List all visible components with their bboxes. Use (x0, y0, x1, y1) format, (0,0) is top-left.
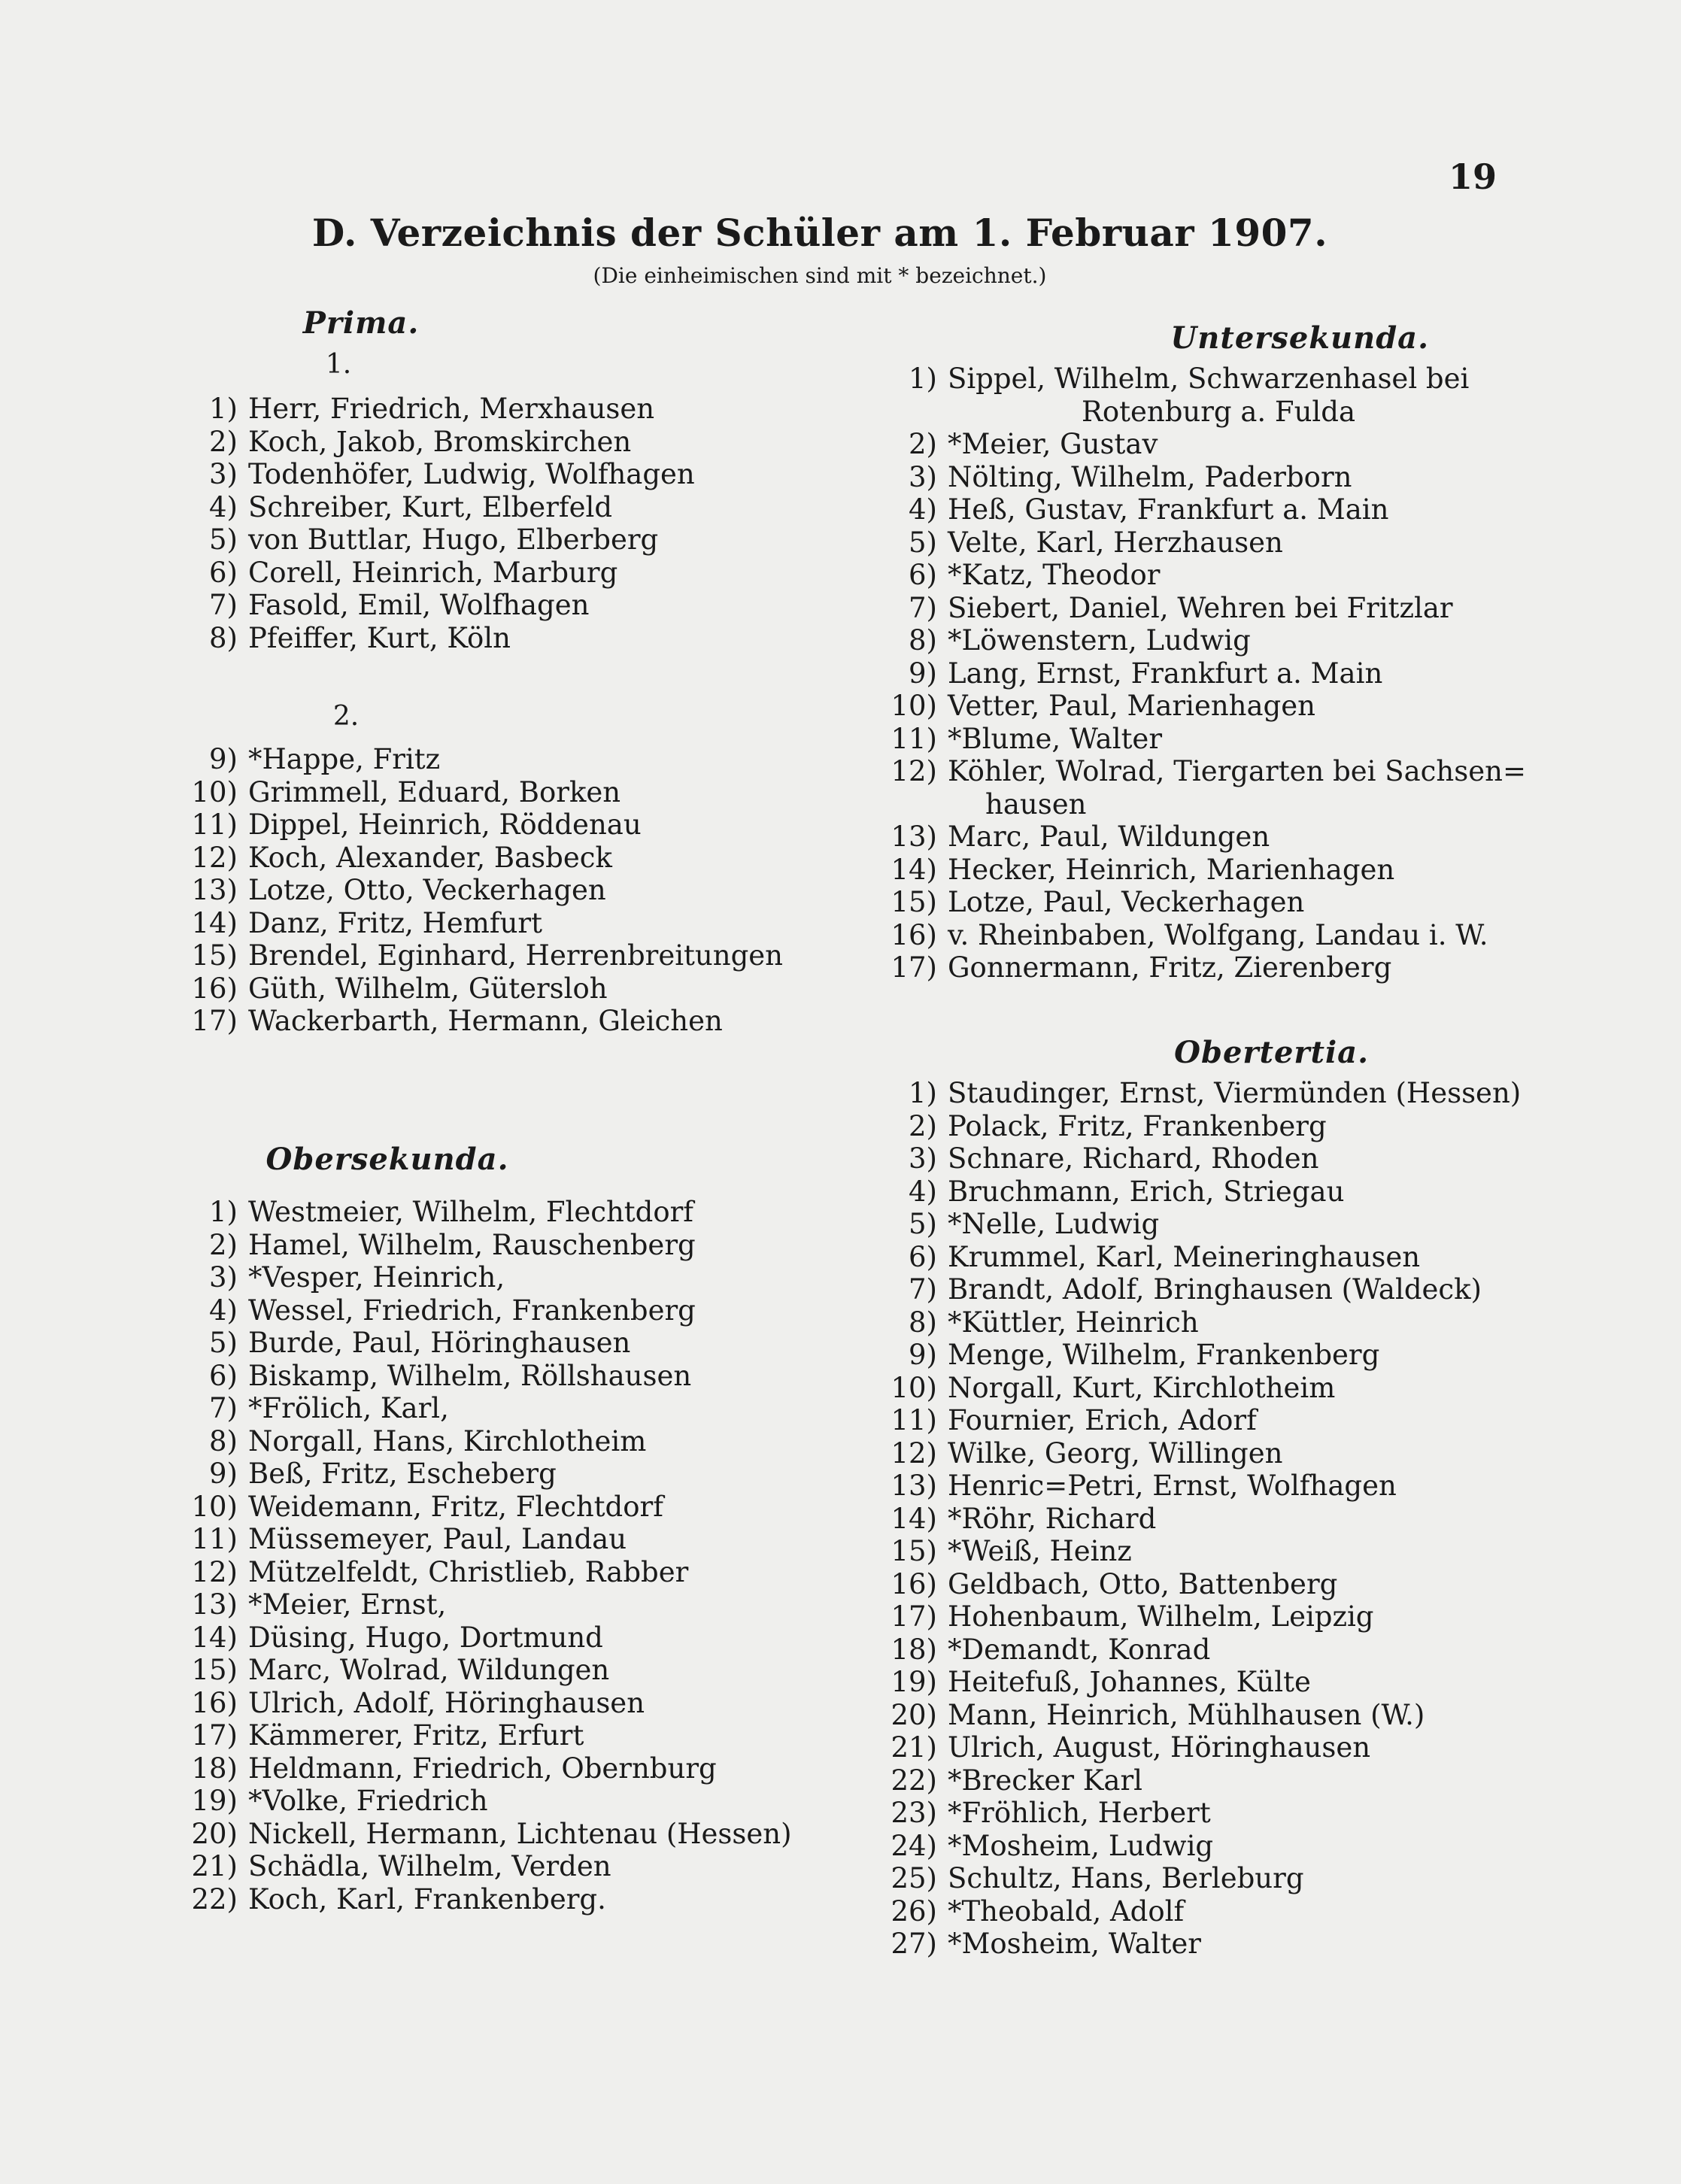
entry-name: Bruchmann, Erich, Striegau (948, 1175, 1345, 1208)
list-item (173, 1229, 835, 1262)
entry-name: Nölting, Wilhelm, Paderborn (948, 460, 1352, 493)
entry-name: Wilke, Georg, Willingen (948, 1436, 1283, 1470)
entry-name: Hohenbaum, Wilhelm, Leipzig (948, 1600, 1374, 1633)
untersekunda-list-b (872, 821, 1564, 984)
entry-number: 1) (209, 1196, 238, 1228)
list-item (872, 1110, 1564, 1143)
entry-name: Fasold, Emil, Wolfhagen (248, 589, 590, 621)
entry-name: Velte, Karl, Herzhausen (948, 526, 1283, 559)
list-item (173, 393, 835, 426)
list-item (872, 592, 1564, 625)
entry-name: Siebert, Daniel, Wehren bei Fritzlar (948, 591, 1453, 624)
entry-number: 13) (191, 874, 238, 906)
entry-number: 20) (891, 1698, 937, 1731)
prima-group1-label: 1. (325, 349, 352, 380)
entry-name: Kämmerer, Fritz, Erfurt (248, 1719, 584, 1752)
entry-number: 21) (191, 1850, 238, 1882)
entry-name: Mützelfeldt, Christlieb, Rabber (248, 1555, 689, 1588)
list-item (872, 1273, 1564, 1306)
entry-name: *Röhr, Richard (948, 1502, 1157, 1535)
list-item (173, 743, 835, 776)
list-item (173, 1621, 835, 1655)
list-item (872, 690, 1564, 723)
prima-group1-list (173, 393, 835, 654)
entry-number: 3) (209, 1261, 238, 1294)
entry-name: Grimmell, Eduard, Borken (248, 775, 621, 808)
list-item (173, 1785, 835, 1818)
list-item (173, 1005, 835, 1038)
entry-name: Krummel, Karl, Meineringhausen (948, 1240, 1421, 1273)
entry-name: Heitefuß, Johannes, Külte (948, 1666, 1311, 1698)
entry-number: 6) (909, 1240, 937, 1273)
entry-number: 8) (909, 624, 937, 657)
entry-name: Brendel, Eginhard, Herrenbreitungen (248, 939, 783, 972)
entry-name: Köhler, Wolrad, Tiergarten bei Sachsen= (948, 755, 1526, 787)
list-item (173, 1261, 835, 1294)
entry-name: Gonnermann, Fritz, Zierenberg (948, 951, 1392, 984)
entry-number: 11) (891, 722, 937, 755)
entry-name: *Mosheim, Ludwig (948, 1829, 1214, 1862)
entry-number: 15) (191, 939, 238, 972)
obertertia-list (872, 1077, 1564, 1961)
list-item (872, 428, 1564, 461)
entry-number: 21) (891, 1731, 937, 1764)
entry-number: 3) (909, 1142, 937, 1175)
list-item (872, 1437, 1564, 1470)
entry-name: Koch, Jakob, Bromskirchen (248, 425, 632, 458)
entry-name: *Katz, Theodor (948, 559, 1161, 591)
entry-name: Henric=Petri, Ernst, Wolfhagen (948, 1470, 1397, 1502)
entry-name: Schädla, Wilhelm, Verden (248, 1850, 611, 1882)
entry-number: 18) (191, 1752, 238, 1785)
entry-number: 2) (209, 1228, 238, 1261)
entry-number: 1) (909, 1077, 937, 1109)
entry-number: 19) (891, 1666, 937, 1698)
list-item (872, 1535, 1564, 1568)
entry-name: Koch, Alexander, Basbeck (248, 841, 612, 874)
entry-name: *Happe, Fritz (248, 743, 441, 775)
entry-name: Danz, Fritz, Hemfurt (248, 906, 542, 939)
prima-group2-label: 2. (332, 701, 360, 732)
entry-name: Marc, Paul, Wildungen (948, 821, 1270, 853)
list-item (173, 1425, 835, 1458)
entry-name: Wackerbarth, Hermann, Gleichen (248, 1005, 723, 1037)
entry-name: *Frölich, Karl, (248, 1392, 449, 1424)
entry-name: Nickell, Hermann, Lichtenau (Hessen) (248, 1817, 792, 1850)
list-item (872, 1208, 1564, 1241)
entry-name: Corell, Heinrich, Marburg (248, 556, 618, 589)
prima-heading: Prima. (302, 305, 420, 341)
list-item (872, 657, 1564, 690)
entry-number: 13) (891, 821, 937, 853)
entry-number: 17) (891, 951, 937, 984)
list-item (173, 1360, 835, 1393)
entry-number: 14) (191, 1621, 238, 1654)
list-item (872, 1404, 1564, 1437)
entry-number: 13) (891, 1470, 937, 1502)
entry-number: 12) (891, 755, 937, 787)
entry-number: 2) (209, 425, 238, 458)
entry-name: Menge, Wilhelm, Frankenberg (948, 1339, 1380, 1371)
entry-number: 5) (209, 1327, 238, 1359)
entry-name: von Buttlar, Hugo, Elberberg (248, 523, 659, 556)
list-item (872, 1306, 1564, 1339)
list-item (173, 1588, 835, 1621)
list-item (173, 874, 835, 907)
entry-name: *Volke, Friedrich (248, 1785, 488, 1817)
entry-number: 24) (891, 1829, 937, 1862)
list-item (872, 1666, 1564, 1699)
entry-continuation: Rotenburg a. Fulda (1081, 395, 1356, 428)
entry-number: 11) (191, 1523, 238, 1555)
list-item (872, 1077, 1564, 1110)
entry-number: 7) (909, 1273, 937, 1306)
list-item (872, 1568, 1564, 1601)
entry-name: Lotze, Otto, Veckerhagen (248, 874, 606, 906)
entry-name: Ulrich, Adolf, Höringhausen (248, 1686, 645, 1719)
entry-name: Weidemann, Fritz, Flechtdorf (248, 1490, 663, 1523)
list-item (872, 1470, 1564, 1503)
entry-number: 13) (191, 1588, 238, 1621)
entry-number: 1) (909, 362, 937, 395)
entry-number: 17) (191, 1719, 238, 1752)
entry-name: *Weiß, Heinz (948, 1535, 1132, 1567)
prima-group2-list (173, 743, 835, 1038)
entry-number: 6) (909, 559, 937, 591)
list-item (872, 1142, 1564, 1175)
list-item (173, 1752, 835, 1785)
list-item (872, 1699, 1564, 1732)
entry-name: *Blume, Walter (948, 722, 1163, 755)
list-item (173, 1719, 835, 1752)
entry-name: Güth, Wilhelm, Gütersloh (248, 972, 608, 1005)
entry-number: 4) (909, 493, 937, 526)
entry-number: 7) (909, 591, 937, 624)
entry-number: 8) (909, 1306, 937, 1339)
entry-number: 14) (891, 853, 937, 886)
entry-name: Todenhöfer, Ludwig, Wolfhagen (248, 458, 695, 490)
entry-number: 9) (909, 1339, 937, 1371)
list-item (872, 1633, 1564, 1667)
prima-section (173, 299, 835, 1038)
list-item (872, 362, 1564, 396)
entry-number: 20) (191, 1817, 238, 1850)
list-item (173, 1850, 835, 1883)
entry-number: 22) (891, 1764, 937, 1797)
list-item (872, 1339, 1564, 1372)
entry-name: *Theobald, Adolf (948, 1894, 1185, 1928)
obertertia-section (872, 1029, 1564, 1961)
entry-name: Westmeier, Wilhelm, Flechtdorf (248, 1196, 693, 1228)
entry-number: 22) (191, 1882, 238, 1916)
list-item (872, 1764, 1564, 1797)
list-item (173, 1294, 835, 1327)
entry-number: 14) (191, 906, 238, 939)
obersekunda-section (173, 1136, 835, 1916)
entry-number: 9) (209, 1458, 238, 1490)
list-item (173, 1327, 835, 1360)
entry-number: 18) (891, 1633, 937, 1666)
list-item (173, 1523, 835, 1556)
entry-number: 2) (909, 1109, 937, 1142)
entry-name: Brandt, Adolf, Bringhausen (Waldeck) (948, 1273, 1482, 1306)
entry-number: 11) (191, 808, 238, 841)
list-item (872, 1372, 1564, 1405)
entry-number: 1) (209, 393, 238, 425)
list-item (872, 1731, 1564, 1764)
entry-name: Vetter, Paul, Marienhagen (948, 690, 1315, 722)
list-item (173, 557, 835, 590)
list-item (872, 723, 1564, 756)
entry-name: *Vesper, Heinrich, (248, 1261, 505, 1294)
entry-name: Schnare, Richard, Rhoden (948, 1142, 1319, 1175)
list-item (173, 1687, 835, 1720)
list-item (872, 854, 1564, 887)
list-item (872, 1830, 1564, 1863)
list-item (173, 426, 835, 459)
entry-name: Lotze, Paul, Veckerhagen (948, 886, 1305, 918)
list-item (173, 808, 835, 842)
list-item (872, 1600, 1564, 1633)
list-item (872, 1862, 1564, 1895)
list-item (872, 821, 1564, 854)
list-item (173, 491, 835, 524)
entry-name: Dippel, Heinrich, Röddenau (248, 808, 642, 841)
page-number: 19 (1448, 156, 1497, 197)
entry-number: 27) (891, 1928, 937, 1960)
entry-name: *Fröhlich, Herbert (948, 1797, 1211, 1829)
entry-number: 14) (891, 1502, 937, 1535)
entry-name: Geldbach, Otto, Battenberg (948, 1567, 1338, 1600)
entry-name: Schreiber, Kurt, Elberfeld (248, 490, 612, 523)
list-item (872, 1503, 1564, 1536)
list-item (872, 461, 1564, 494)
entry-number: 5) (909, 1208, 937, 1240)
entry-name: *Brecker Karl (948, 1764, 1142, 1797)
list-item (173, 1556, 835, 1589)
entry-name: Fournier, Erich, Adorf (948, 1404, 1257, 1436)
entry-name: Heldmann, Friedrich, Obernburg (248, 1752, 717, 1785)
entry-number: 6) (209, 556, 238, 589)
entry-number: 10) (191, 775, 238, 808)
entry-number: 12) (191, 1555, 238, 1588)
entry-number: 3) (909, 460, 937, 493)
entry-name: Herr, Friedrich, Merxhausen (248, 393, 655, 425)
obersekunda-heading: Obersekunda. (266, 1142, 509, 1177)
entry-number: 26) (891, 1894, 937, 1928)
entry-number: 12) (891, 1436, 937, 1470)
entry-number: 19) (191, 1785, 238, 1817)
list-item (173, 842, 835, 875)
list-item (173, 1458, 835, 1491)
list-item (872, 919, 1564, 952)
entry-number: 5) (209, 523, 238, 556)
list-item (872, 1928, 1564, 1961)
untersekunda-section (872, 314, 1564, 984)
entry-name: Staudinger, Ernst, Viermünden (Hessen) (948, 1077, 1522, 1109)
entry-number: 7) (209, 589, 238, 621)
list-item (872, 526, 1564, 560)
list-item (173, 776, 835, 809)
entry-number: 12) (191, 841, 238, 874)
list-item (872, 493, 1564, 526)
entry-number: 16) (891, 1567, 937, 1600)
list-item (173, 1883, 835, 1916)
list-item (872, 1895, 1564, 1928)
entry-name: *Nelle, Ludwig (948, 1208, 1160, 1240)
entry-number: 15) (891, 886, 937, 918)
obersekunda-list (173, 1196, 835, 1916)
entry-number: 15) (191, 1654, 238, 1686)
entry-name: *Löwenstern, Ludwig (948, 624, 1251, 657)
list-item (173, 907, 835, 940)
entry-number: 4) (209, 490, 238, 523)
entry-number: 5) (909, 526, 937, 559)
list-item (872, 559, 1564, 592)
entry-number: 7) (209, 1392, 238, 1424)
entry-name: Biskamp, Wilhelm, Röllshausen (248, 1359, 692, 1392)
entry-name: Koch, Karl, Frankenberg. (248, 1882, 606, 1916)
list-item (173, 972, 835, 1006)
list-item (173, 523, 835, 557)
list-item (872, 1241, 1564, 1274)
entry-name: Polack, Fritz, Frankenberg (948, 1109, 1327, 1142)
list-item (173, 622, 835, 655)
list-item (173, 1654, 835, 1687)
entry-number: 17) (191, 1005, 238, 1037)
entry-continuation: hausen (985, 787, 1087, 821)
entry-number: 16) (191, 972, 238, 1005)
entry-number: 10) (891, 1371, 937, 1404)
entry-name: *Meier, Ernst, (248, 1588, 447, 1621)
entry-name: Norgall, Kurt, Kirchlotheim (948, 1371, 1336, 1404)
entry-name: Burde, Paul, Höringhausen (248, 1327, 631, 1359)
entry-name: Pfeiffer, Kurt, Köln (248, 621, 511, 654)
entry-number: 15) (891, 1535, 937, 1567)
list-item (872, 755, 1564, 788)
list-item (872, 624, 1564, 657)
entry-number: 2) (909, 428, 937, 460)
entry-number: 17) (891, 1600, 937, 1633)
entry-name: Düsing, Hugo, Dortmund (248, 1621, 603, 1654)
entry-name: Marc, Wolrad, Wildungen (248, 1654, 610, 1686)
entry-number: 16) (891, 918, 937, 951)
list-item (872, 886, 1564, 919)
entry-name: Hamel, Wilhelm, Rauschenberg (248, 1228, 696, 1261)
entry-name: Wessel, Friedrich, Frankenberg (248, 1294, 696, 1327)
untersekunda-heading: Untersekunda. (1170, 320, 1429, 356)
entry-number: 3) (209, 458, 238, 490)
entry-number: 8) (209, 621, 238, 654)
list-item (872, 1797, 1564, 1830)
list-item (872, 1175, 1564, 1209)
list-item (173, 1818, 835, 1851)
obertertia-heading: Obertertia. (1174, 1035, 1369, 1070)
entry-name: Ulrich, August, Höringhausen (948, 1731, 1371, 1764)
entry-name: *Küttler, Heinrich (948, 1306, 1199, 1339)
entry-name: *Mosheim, Walter (948, 1928, 1201, 1960)
list-item (173, 1196, 835, 1229)
entry-number: 11) (891, 1404, 937, 1436)
entry-name: Sippel, Wilhelm, Schwarzenhasel bei (948, 362, 1470, 395)
entry-number: 25) (891, 1862, 937, 1894)
entry-name: *Demandt, Konrad (948, 1633, 1211, 1666)
entry-number: 6) (209, 1359, 238, 1392)
entry-name: Heß, Gustav, Frankfurt a. Main (948, 493, 1389, 526)
entry-name: Lang, Ernst, Frankfurt a. Main (948, 657, 1383, 690)
entry-name: v. Rheinbaben, Wolfgang, Landau i. W. (948, 918, 1488, 951)
list-item (173, 1392, 835, 1425)
list-item (173, 1491, 835, 1524)
list-item (872, 951, 1564, 984)
entry-number: 9) (909, 657, 937, 690)
untersekunda-list-a (872, 428, 1564, 755)
entry-name: Mann, Heinrich, Mühlhausen (W.) (948, 1698, 1425, 1731)
entry-number: 4) (209, 1294, 238, 1327)
entry-name: Norgall, Hans, Kirchlotheim (248, 1424, 647, 1458)
entry-name: Beß, Fritz, Escheberg (248, 1458, 557, 1490)
entry-name: Schultz, Hans, Berleburg (948, 1862, 1304, 1894)
page-subtitle: (Die einheimischen sind mit * bezeichnet.) (593, 263, 1047, 288)
entry-number: 8) (209, 1424, 238, 1458)
list-item (173, 939, 835, 972)
list-item (173, 589, 835, 622)
entry-number: 16) (191, 1686, 238, 1719)
list-item (173, 458, 835, 491)
entry-number: 10) (191, 1490, 238, 1523)
entry-number: 9) (209, 743, 238, 775)
page-title: D. Verzeichnis der Schüler am 1. Februar 1907. (311, 211, 1328, 255)
entry-name: Müssemeyer, Paul, Landau (248, 1523, 627, 1555)
entry-name: *Meier, Gustav (948, 428, 1158, 460)
entry-number: 23) (891, 1797, 937, 1829)
entry-name: Hecker, Heinrich, Marienhagen (948, 853, 1395, 886)
entry-number: 10) (891, 690, 937, 722)
entry-number: 4) (909, 1175, 937, 1208)
